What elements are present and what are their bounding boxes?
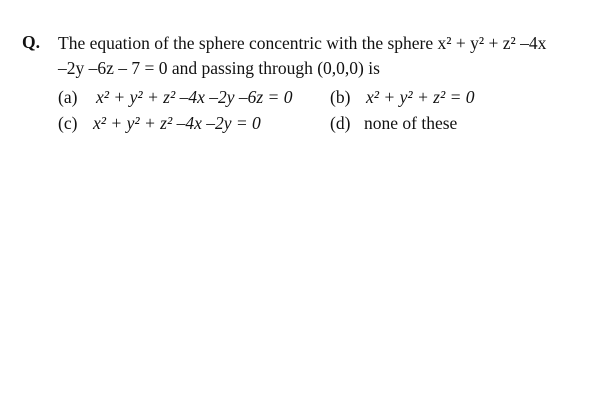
option-d-label: (d) (330, 113, 351, 133)
option-a-label: (a) (58, 87, 78, 107)
question-label: Q. (22, 32, 40, 52)
option-c-label: (c) (58, 113, 78, 133)
option-c-text: x² + y² + z² –4x –2y = 0 (93, 113, 261, 133)
option-d-text: none of these (364, 113, 458, 133)
question-text-line-1: The equation of the sphere concentric with the sphere x² + y² + z² –4x (58, 33, 547, 53)
option-b-text: x² + y² + z² = 0 (366, 87, 475, 107)
option-b-label: (b) (330, 87, 351, 107)
option-a-text: x² + y² + z² –4x –2y –6z = 0 (96, 87, 293, 107)
question-text-line-2: –2y –6z – 7 = 0 and passing through (0,0,0) is (58, 58, 380, 78)
